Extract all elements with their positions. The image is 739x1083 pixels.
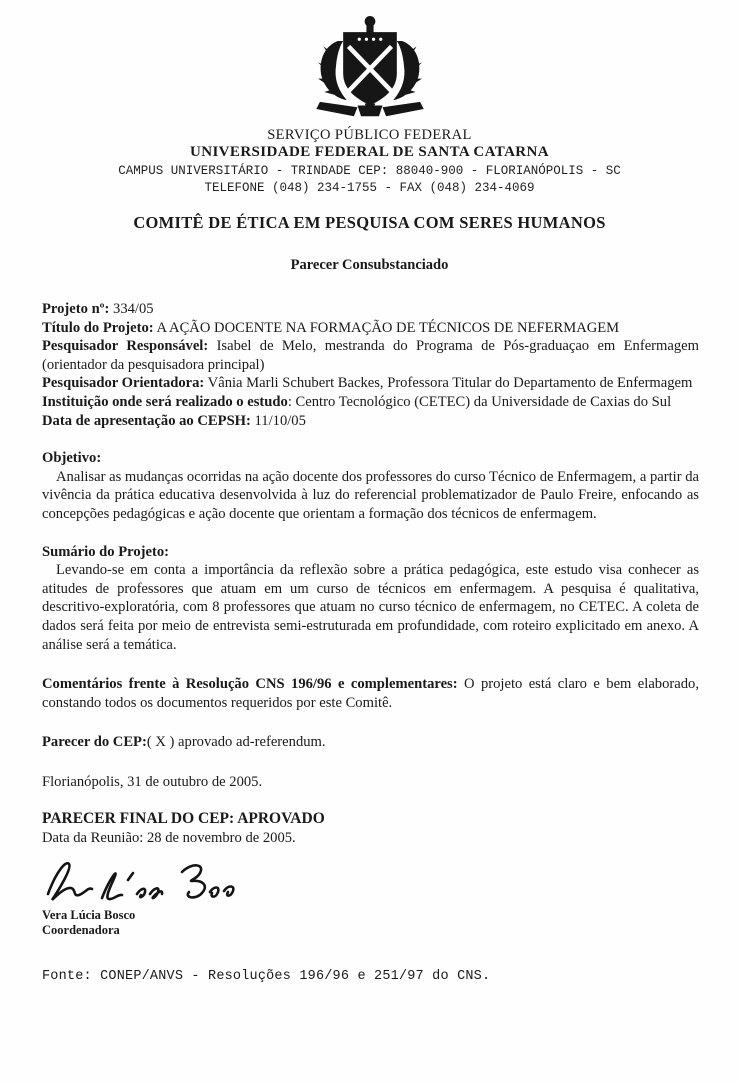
field-projeto-numero xyxy=(42,300,699,319)
handwritten-signature-icon xyxy=(42,854,699,908)
field-label: Data de apresentação ao CEPSH: xyxy=(42,412,251,429)
field-value: Isabel de Melo, mestranda do Programa de Pós-graduaçao em Enfermagem (orientador da pesquisadora principal) xyxy=(42,338,699,373)
comments-paragraph xyxy=(42,675,699,712)
signer-name: Vera Lúcia Bosco xyxy=(42,907,136,922)
letterhead-address-line: CAMPUS UNIVERSITÁRIO - TRINDADE CEP: 88040-900 - FLORIANÓPOLIS - SC xyxy=(118,164,621,178)
signature-block xyxy=(42,854,699,938)
final-verdict-line: PARECER FINAL DO CEP: APROVADO xyxy=(42,810,325,828)
document-body xyxy=(0,300,739,986)
field-titulo-projeto xyxy=(42,319,699,338)
field-pesquisador-orientadora xyxy=(42,374,699,393)
ufsc-coat-of-arms-icon xyxy=(307,105,433,122)
letterhead-university-name: UNIVERSIDADE FEDERAL DE SANTA CATARNA xyxy=(189,144,550,160)
section-heading: Sumário do Projeto: xyxy=(42,543,170,560)
meeting-date-line: Data da Reunião: 28 de novembro de 2005. xyxy=(42,830,296,847)
field-value: A AÇÃO DOCENTE NA FORMAÇÃO DE TÉCNICOS DE NEFERMAGEM xyxy=(153,319,620,336)
section-sumario xyxy=(42,543,699,655)
field-value: Vânia Marli Schubert Backes, Professora Titular do Departamento de Enfermagem xyxy=(204,375,693,392)
field-label: Pesquisador Responsável: xyxy=(42,338,209,355)
field-label: Instituição onde será realizado o estudo xyxy=(42,393,288,410)
field-value: : Centro Tecnológico (CETEC) da Universidade de Caxias do Sul xyxy=(287,393,672,410)
comments-text: O projeto está claro e bem elaborado, constando todos os documentos requeridos por este Comitê. xyxy=(42,676,699,711)
crest-container xyxy=(0,0,739,123)
field-label: Projeto nº: xyxy=(42,301,110,317)
decision-text: ( X ) aprovado ad-referendum. xyxy=(146,734,326,751)
document-title: Parecer Consubstanciado xyxy=(290,257,449,273)
source-footer-line: Fonte: CONEP/ANVS - Resoluções 196/96 e 251/97 do CNS. xyxy=(42,968,491,984)
section-body: Levando-se em conta a importância da reflexão sobre a prática pedagógica, este estudo visa conhecer as atitudes de professores que atuam em um curso de técnicos em enfermagem. A pesquisa é qualitativa, descritivo-exploratória, com 8 professores que atuam no curso técnico de enfermagem, no CETEC. A coleta de dados será feita por meio de entrevista semi-estruturada em profundidade, com roteiro explicitado em anexo. A análise será a temática. xyxy=(42,562,699,653)
field-instituicao xyxy=(42,393,699,412)
field-pesquisador-responsavel xyxy=(42,337,699,374)
comments-label: Comentários frente à Resolução CNS 196/96 e complementares: xyxy=(42,676,458,693)
field-value: 334/05 xyxy=(109,301,154,317)
decision-label: Parecer do CEP: xyxy=(42,734,147,751)
section-heading: Objetivo: xyxy=(42,450,102,467)
letterhead-phone-line: TELEFONE (048) 234-1755 - FAX (048) 234-4069 xyxy=(204,181,535,195)
field-label: Pesquisador Orientadora: xyxy=(42,375,205,392)
section-objetivo xyxy=(42,449,699,523)
place-date-line: Florianópolis, 31 de outubro de 2005. xyxy=(42,773,263,790)
field-label: Título do Projeto: xyxy=(42,319,154,336)
field-value: 11/10/05 xyxy=(250,412,306,429)
cep-decision-line xyxy=(42,733,699,752)
section-body: Analisar as mudanças ocorridas na ação docente dos professores do curso Técnico de Enfermagem, a partir da vivência da prática educativa desenvolvida à luz do referencial problematizador de Paulo Freire, enfocando as concepções pedagógicas e ação docente que orientam a formação dos técnicos de enfermagem. xyxy=(42,468,699,522)
field-data-apresentacao xyxy=(42,412,699,431)
letterhead-service-line: SERVIÇO PÚBLICO FEDERAL xyxy=(267,127,472,143)
signer-role: Coordenadora xyxy=(42,922,120,937)
committee-title: COMITÊ DE ÉTICA EM PESQUISA COM SERES HUMANOS xyxy=(133,213,606,232)
